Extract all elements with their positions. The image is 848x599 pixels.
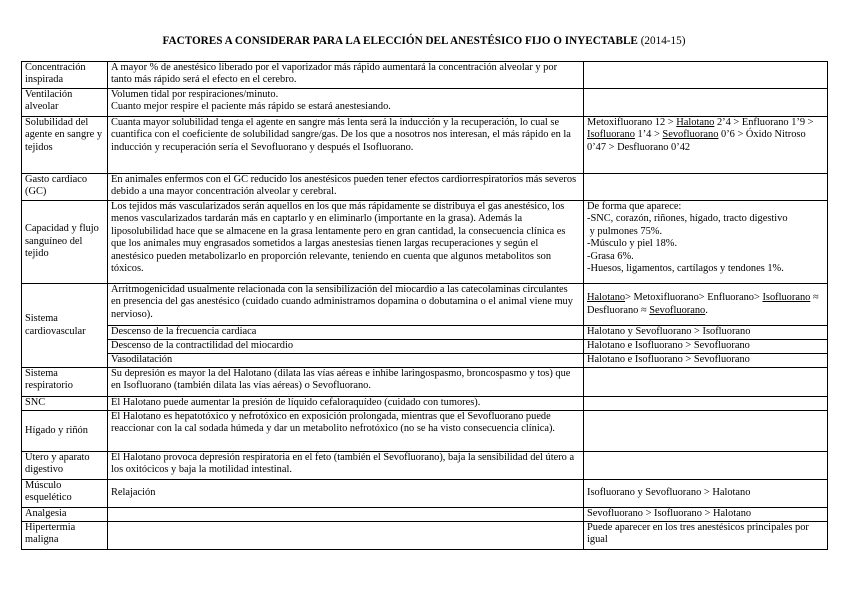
factor-cell: Sistema respiratorio <box>22 368 108 397</box>
effect-cell: Los tejidos más vascularizados serán aquellos en los que más rápidamente se distribuya el gas anestésico, los menos vascularizados tardarán más en captarlo y en eliminarlo (importante en la grasa). Además la liposolubilidad hace que se almacene en la grasa lentamente pero en gran cantidad, la consecuencia clínica es que los animales muy engrasados sometidos a largas anestesias tienen largas recuperaciones y según el anestésico pueden metabolizarlo en proporción relevante, teniendo en cuenta que algunos metabolitos son tóxicos. <box>108 201 584 284</box>
order-cell <box>584 201 828 284</box>
anesthetic-factors-table <box>21 61 828 550</box>
factor-cell: Concentración inspirada <box>22 62 108 89</box>
effect-cell: Vasodilatación <box>108 354 584 368</box>
table-row <box>22 354 828 368</box>
effect-cell: Arritmogenicidad usualmente relacionada con la sensibilización del miocardio a las catecolaminas circulantes en presencia del gas anestésico (cuidado cuando administramos dopamina o dobutamina o el animal viene muy nervioso). <box>108 284 584 326</box>
order-text-underlined: Halotano <box>587 292 626 304</box>
table-row <box>22 62 828 89</box>
order-text: > Metoxifluorano> Enfluorano> <box>625 292 763 304</box>
order-cell <box>584 411 828 452</box>
effect-line: Cuanto mejor respire el paciente más rápido se estará anestesiando. <box>111 101 391 113</box>
effect-cell: El Halotano puede aumentar la presión de líquido cefaloraquídeo (cuidado con tumores). <box>108 397 584 411</box>
effect-cell <box>108 508 584 522</box>
order-text-underlined: Sevofluorano <box>649 304 706 316</box>
order-text: ≈ Desfluorano ≈ <box>587 292 819 316</box>
table-row <box>22 174 828 201</box>
order-text: Metoxifluorano 12 > <box>587 117 677 128</box>
factor-cell: Ventilación alveolar <box>22 89 108 117</box>
order-cell <box>584 368 828 397</box>
order-cell: Halotano e Isofluorano > Sevofluorano <box>584 354 828 368</box>
table-row <box>22 480 828 508</box>
table-row <box>22 411 828 452</box>
effect-cell: Descenso de la frecuencia cardiaca <box>108 326 584 340</box>
order-cell: Sevofluorano > Isofluorano > Halotano <box>584 508 828 522</box>
order-line: De forma que aparece: <box>587 201 682 212</box>
order-text: 0’6 > Óxido Nitroso 0’47 > Desfluorano 0’42 <box>587 129 806 153</box>
order-cell: Halotano y Sevofluorano > Isofluorano <box>584 326 828 340</box>
factor-cell: Hipertermia maligna <box>22 522 108 550</box>
title-year: (2014-15) <box>640 35 686 47</box>
factor-cell: Músculo esquelético <box>22 480 108 508</box>
order-cell <box>584 89 828 117</box>
effect-cell: El Halotano provoca depresión respiratoria en el feto (también el Sevofluorano), baja la sensibilidad del útero a los oxitócicos y baja la motilidad intestinal. <box>108 452 584 480</box>
effect-cell: El Halotano es hepatotóxico y nefrotóxico en exposición prolongada, mientras que el Sevofluorano puede reaccionar con la cal sodada húmeda y dar un metabolito nefrotóxico (no se ha visto consecuencia clínica). <box>108 411 584 452</box>
order-text: 2’4 > Enfluorano 1’9 > <box>714 117 814 128</box>
effect-cell: Relajación <box>108 480 584 508</box>
order-cell <box>584 397 828 411</box>
order-text-underlined: Isofluorano <box>762 292 811 304</box>
effect-line: Volumen tidal por respiraciones/minuto. <box>111 89 279 100</box>
factor-cell: Sistema cardiovascular <box>22 284 108 368</box>
effect-cell: En animales enfermos con el GC reducido los anestésicos pueden tener efectos cardiorrespiratorios más severos debido a una mayor concentración alveolar y cerebral. <box>108 174 584 201</box>
table-row <box>22 397 828 411</box>
order-line: -Grasa 6%. <box>587 250 634 262</box>
order-cell: Puede aparecer en los tres anestésicos principales por igual <box>584 522 828 550</box>
factor-cell: Útero y aparato digestivo <box>22 452 108 480</box>
order-cell <box>584 62 828 89</box>
table-row <box>22 368 828 397</box>
table-row <box>22 508 828 522</box>
order-line: -Músculo y piel 18%. <box>587 238 678 250</box>
effect-cell: Su depresión es mayor la del Halotano (dilata las vías aéreas e inhibe laringospasmo, broncospasmo y tos) que en Isofluorano (también dilata las vías aéreas) o Sevofluorano. <box>108 368 584 397</box>
table-row <box>22 340 828 354</box>
order-cell <box>584 284 828 326</box>
table-row <box>22 201 828 284</box>
order-text: . <box>705 304 708 316</box>
order-text: 1’4 > <box>634 129 663 141</box>
order-text-underlined: Halotano <box>676 117 715 128</box>
factor-cell: Gasto cardiaco (GC) <box>22 174 108 201</box>
order-line: -Huesos, ligamentos, cartílagos y tendones 1%. <box>587 263 784 275</box>
order-text-underlined: Sevofluorano <box>662 129 719 141</box>
table-row <box>22 452 828 480</box>
factor-cell: Solubilidad del agente en sangre y tejidos <box>22 117 108 174</box>
title-main: FACTORES A CONSIDERAR PARA LA ELECCIÓN DEL ANESTÉSICO FIJO O INYECTABLE <box>162 35 638 47</box>
table-row <box>22 522 828 550</box>
table-row <box>22 117 828 174</box>
table-row <box>22 284 828 326</box>
factor-cell: Capacidad y flujo sanguíneo del tejido <box>22 201 108 284</box>
order-line: y pulmones 75%. <box>587 225 663 237</box>
effect-cell: Descenso de la contractilidad del miocardio <box>108 340 584 354</box>
document-title <box>0 34 848 48</box>
factor-cell: Hígado y riñón <box>22 411 108 452</box>
effect-cell: A mayor % de anestésico liberado por el vaporizador más rápido aumentará la concentración alveolar y por tanto más rápido será el efecto en el cerebro. <box>108 62 584 89</box>
order-text-underlined: Isofluorano <box>587 129 635 141</box>
effect-cell: Cuanta mayor solubilidad tenga el agente en sangre más lenta será la inducción y la recuperación, lo cual se cuantifica con el coeficiente de solubilidad sangre/gas. De los que a nosotros nos interesan, el más rápido en la inducción y recuperación sería el Sevofluorano y después el Isofluorano. <box>108 117 584 174</box>
table-row <box>22 89 828 117</box>
effect-cell <box>108 522 584 550</box>
factor-cell: SNC <box>22 397 108 411</box>
order-line: -SNC, corazón, riñones, hígado, tracto digestivo <box>587 213 788 225</box>
order-cell: Isofluorano y Sevofluorano > Halotano <box>584 480 828 508</box>
order-cell <box>584 452 828 480</box>
order-cell: Halotano e Isofluorano > Sevofluorano <box>584 340 828 354</box>
table-row <box>22 326 828 340</box>
order-cell <box>584 117 828 174</box>
order-cell <box>584 174 828 201</box>
effect-cell <box>108 89 584 117</box>
factor-cell: Analgesia <box>22 508 108 522</box>
